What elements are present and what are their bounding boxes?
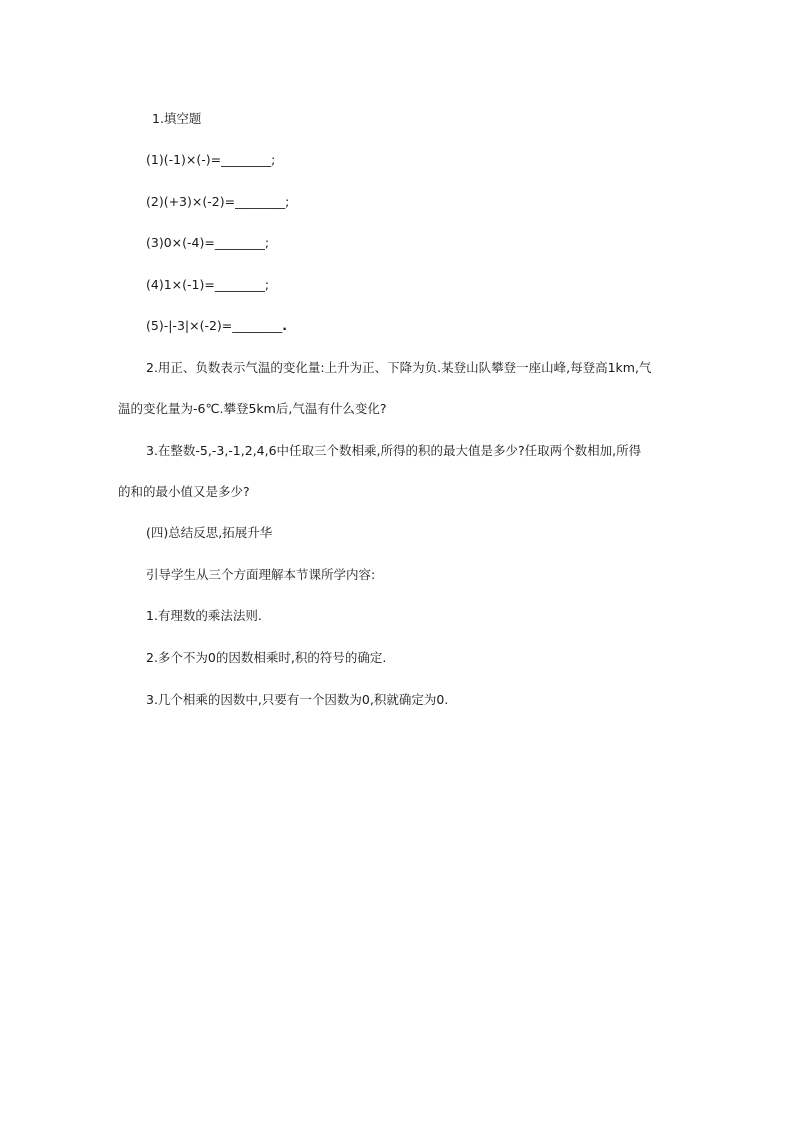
fill-item-expr: (5)-|-3|×(-2)= [146, 318, 233, 333]
summary-intro: 引导学生从三个方面理解本节课所学内容: [146, 567, 376, 582]
fill-item-expr: (4)1×(-1)= [146, 277, 215, 292]
summary-point-3: 3.几个相乘的因数中,只要有一个因数为0,积就确定为0. [146, 692, 449, 707]
problem-2-line-1: 2.用正、负数表示气温的变化量:上升为正、下降为负.某登山队攀登一座山峰,每登高1km,气 [146, 360, 652, 375]
answer-blank: ________ [221, 152, 272, 167]
fill-item-expr: (3)0×(-4)= [146, 235, 215, 250]
fill-item-4 [146, 277, 269, 293]
fill-item-end: ; [271, 152, 276, 167]
fill-item-5 [146, 318, 287, 334]
fill-item-end: ; [264, 235, 270, 250]
fill-item-expr: (1)(-1)×(-)= [146, 152, 222, 167]
section-heading: 1.填空题 [152, 111, 202, 126]
answer-blank: ________ [235, 194, 286, 209]
answer-blank: ________ [232, 318, 283, 333]
summary-heading: (四)总结反思,拓展升华 [146, 525, 273, 540]
summary-point-2: 2.多个不为0的因数相乘时,积的符号的确定. [146, 650, 387, 665]
problem-3-line-2: 的和的最小值又是多少? [118, 484, 250, 499]
answer-blank: ________ [214, 235, 265, 250]
fill-item-3 [146, 235, 269, 251]
problem-2-line-2: 温的变化量为-6℃.攀登5km后,气温有什么变化? [118, 401, 387, 416]
fill-item-2 [146, 194, 289, 210]
fill-item-end: . [282, 318, 288, 333]
fill-item-1 [146, 152, 275, 168]
fill-item-expr: (2)(+3)×(-2)= [146, 194, 236, 209]
fill-item-end: ; [264, 277, 270, 292]
fill-item-end: ; [285, 194, 290, 209]
problem-3-line-1: 3.在整数-5,-3,-1,2,4,6中任取三个数相乘,所得的积的最大值是多少?任取两个数相加,所得 [146, 443, 642, 458]
answer-blank: ________ [214, 277, 265, 292]
summary-point-1: 1.有理数的乘法法则. [146, 608, 262, 623]
